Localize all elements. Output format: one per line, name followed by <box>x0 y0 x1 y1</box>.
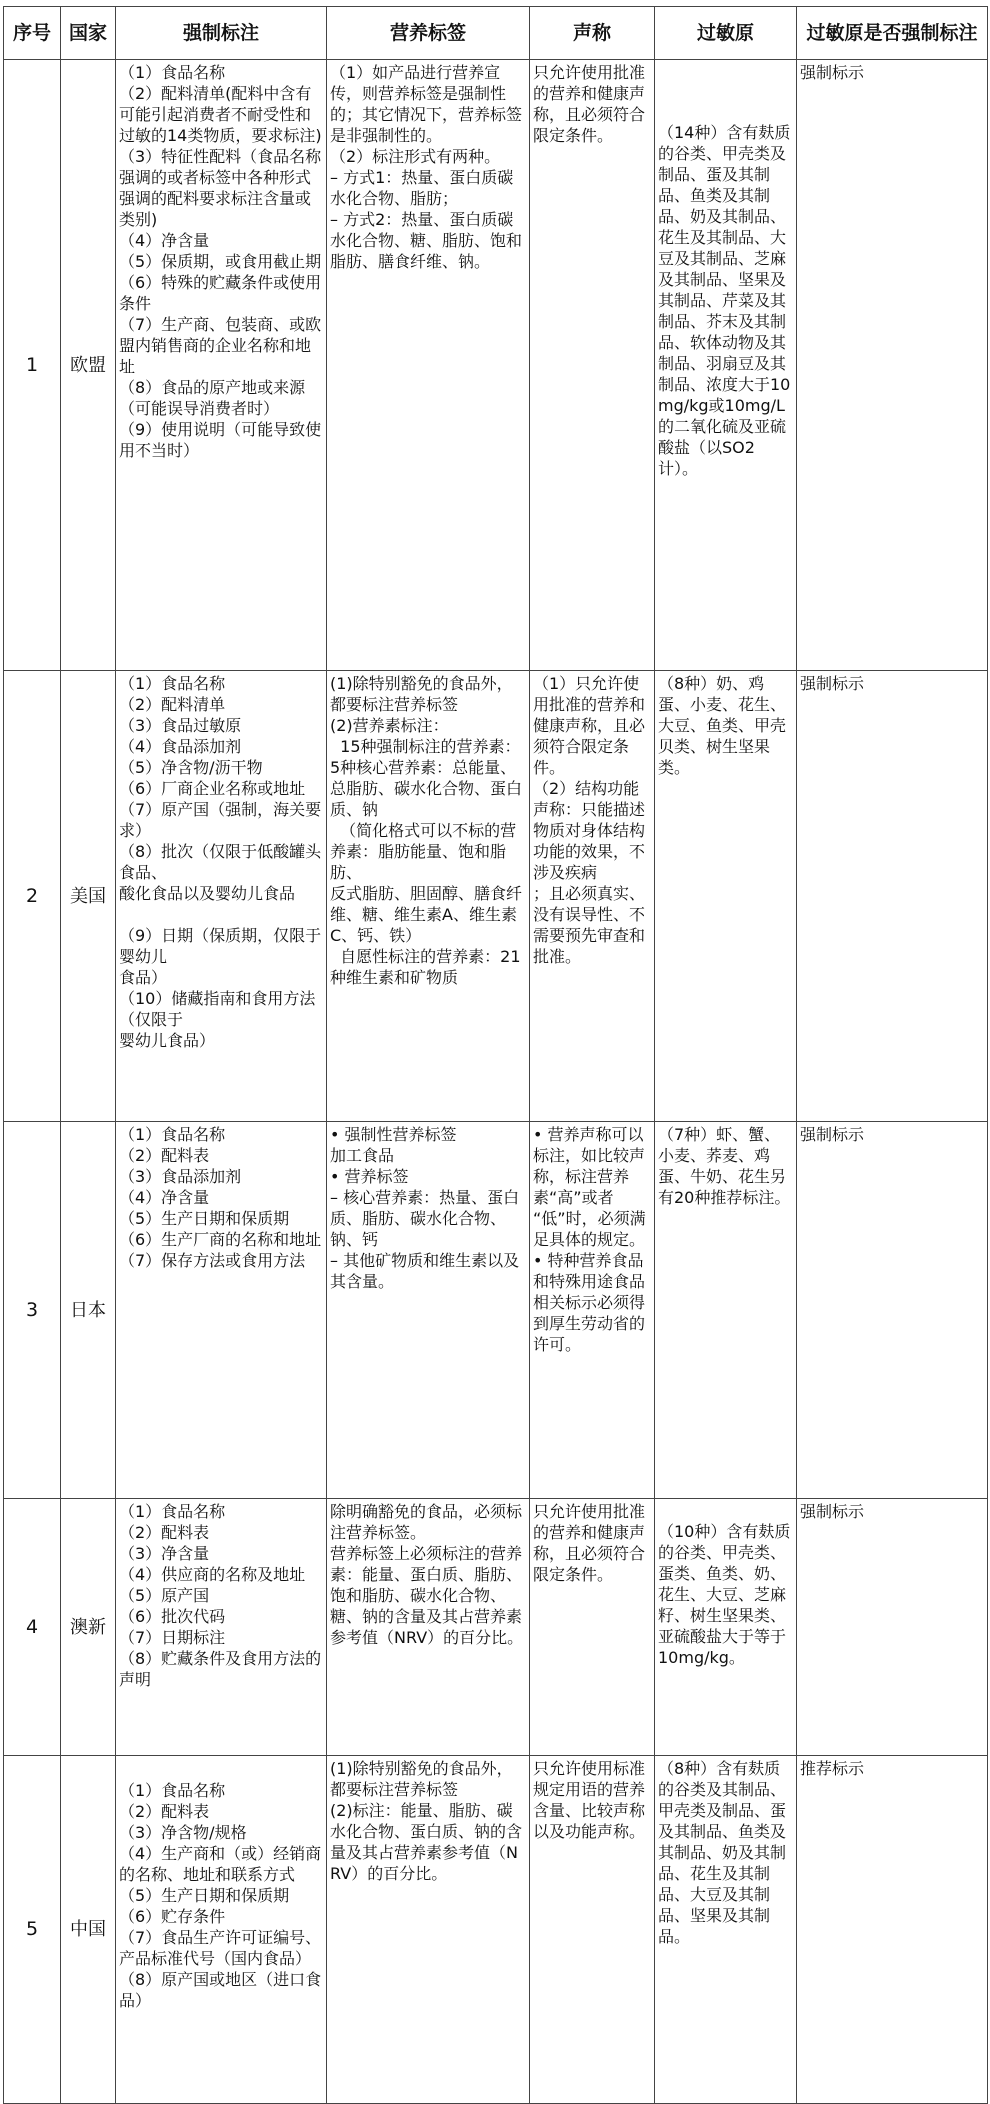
row-index: 5 <box>4 1756 61 2104</box>
header-mandatory: 强制标注 <box>116 7 327 60</box>
labeling-comparison-table <box>3 6 988 2104</box>
row-mandatory: （1）食品名称 （2）配料表 （3）净含量 （4）供应商的名称及地址 （5）原产国 （6）批次代码 （7）日期标注 （8）贮藏条件及食用方法的声明 <box>116 1499 327 1756</box>
row-nutrition: (1)除特别豁免的食品外，都要标注营养标签 (2)营养素标注： 15种强制标注的营养素： 5种核心营养素：总能量、总脂肪、碳水化合物、蛋白质、钠 （简化格式可以不标的营养素：脂肪能量、饱和脂肪、 反式脂肪、胆固醇、膳食纤维、糖、维生素A、维生素 C、钙、铁） 自愿性标注的营养素：21种维生素和矿物质 <box>327 671 530 1122</box>
table-row <box>4 60 988 671</box>
row-mandatory: （1）食品名称 （2）配料清单 （3）食品过敏原 （4）食品添加剂 （5）净含物/沥干物 （6）厂商企业名称或地址 （7）原产国（强制，海关要求） （8）批次（仅限于低酸罐头食品、 酸化食品以及婴幼儿食品 （9）日期（保质期，仅限于婴幼儿 食品） （10）储藏指南和食用方法（仅限于 婴幼儿食品） <box>116 671 327 1122</box>
header-country: 国家 <box>61 7 116 60</box>
header-index: 序号 <box>4 7 61 60</box>
row-index: 2 <box>4 671 61 1122</box>
row-nutrition: 除明确豁免的食品，必须标注营养标签。 营养标签上必须标注的营养素：能量、蛋白质、脂肪、饱和脂肪、碳水化合物、糖、钠的含量及其占营养素参考值（NRV）的百分比。 <box>327 1499 530 1756</box>
header-row <box>4 7 988 60</box>
row-mandatory: （1）食品名称 （2）配料表 （3）净含物/规格 （4）生产商和（或）经销商的名称、地址和联系方式 （5）生产日期和保质期 （6）贮存条件 （7）食品生产许可证编号、产品标准代号（国内食品） （8）原产国或地区（进口食品） <box>116 1756 327 2104</box>
header-allergens: 过敏原 <box>655 7 797 60</box>
row-allergen-mandatory: 强制标示 <box>797 671 988 1122</box>
header-claims: 声称 <box>530 7 655 60</box>
row-allergens: （8种）含有麸质的谷类及其制品、甲壳类及制品、蛋及其制品、鱼类及其制品、奶及其制品、花生及其制品、大豆及其制品、坚果及其制品。 <box>655 1756 797 2104</box>
row-mandatory: （1）食品名称 （2）配料表 （3）食品添加剂 （4）净含量 （5）生产日期和保质期 （6）生产厂商的名称和地址 （7）保存方法或食用方法 <box>116 1122 327 1499</box>
row-claims: 只允许使用批准的营养和健康声称，且必须符合限定条件。 <box>530 1499 655 1756</box>
table-row <box>4 1122 988 1499</box>
row-claims: • 营养声称可以标注，如比较声称，标注营养素“高”或者 “低”时，必须满足具体的规定。 • 特种营养食品和特殊用途食品 相关标示必须得到厚生劳动省的许可。 <box>530 1122 655 1499</box>
row-allergen-mandatory: 强制标示 <box>797 1122 988 1499</box>
row-allergen-mandatory: 强制标示 <box>797 60 988 671</box>
row-claims: 只允许使用标准规定用语的营养含量、比较声称以及功能声称。 <box>530 1756 655 2104</box>
table-row <box>4 671 988 1122</box>
row-index: 4 <box>4 1499 61 1756</box>
table-row <box>4 1499 988 1756</box>
row-allergens: （14种）含有麸质的谷类、甲壳类及制品、蛋及其制品、鱼类及其制品、奶及其制品、花生及其制品、大豆及其制品、芝麻及其制品、坚果及其制品、芹菜及其制品、芥末及其制品、软体动物及其制品、羽扇豆及其制品、浓度大于10mg/kg或10mg/L的二氧化硫及亚硫酸盐（以SO2计）。 <box>655 60 797 671</box>
row-country: 美国 <box>61 671 116 1122</box>
row-index: 3 <box>4 1122 61 1499</box>
row-mandatory: （1）食品名称 （2）配料清单(配料中含有可能引起消费者不耐受性和过敏的14类物质，要求标注) （3）特征性配料（食品名称强调的或者标签中各种形式强调的配料要求标注含量或类别) （4）净含量 （5）保质期，或食用截止期 （6）特殊的贮藏条件或使用条件 （7）生产商、包装商、或欧盟内销售商的企业名称和地址 （8）食品的原产地或来源（可能误导消费者时） （9）使用说明（可能导致使用不当时） <box>116 60 327 671</box>
row-claims: （1）只允许使用批准的营养和健康声称，且必须符合限定条件。 （2）结构功能声称：只能描述物质对身体结构功能的效果，不涉及疾病 ；且必须真实、没有误导性、不需要预先审查和批准。 <box>530 671 655 1122</box>
header-nutrition: 营养标签 <box>327 7 530 60</box>
row-allergens: （7种）虾、蟹、小麦、荞麦、鸡蛋、牛奶、花生另有20种推荐标注。 <box>655 1122 797 1499</box>
row-country: 欧盟 <box>61 60 116 671</box>
table-row <box>4 1756 988 2104</box>
row-nutrition: (1)除特别豁免的食品外，都要标注营养标签 (2)标注：能量、脂肪、碳水化合物、蛋白质、钠的含量及其占营养素参考值（NRV）的百分比。 <box>327 1756 530 2104</box>
row-allergen-mandatory: 强制标示 <box>797 1499 988 1756</box>
row-allergen-mandatory: 推荐标示 <box>797 1756 988 2104</box>
row-index: 1 <box>4 60 61 671</box>
row-claims: 只允许使用批准的营养和健康声称，且必须符合限定条件。 <box>530 60 655 671</box>
row-allergens: （10种）含有麸质的谷类、甲壳类、蛋类、鱼类、奶、花生、大豆、芝麻籽、树生坚果类、亚硫酸盐大于等于10mg/kg。 <box>655 1499 797 1756</box>
row-nutrition: • 强制性营养标签 加工食品 • 营养标签 – 核心营养素：热量、蛋白质、脂肪、碳水化合物、钠、钙 – 其他矿物质和维生素以及其含量。 <box>327 1122 530 1499</box>
row-country: 日本 <box>61 1122 116 1499</box>
row-country: 中国 <box>61 1756 116 2104</box>
row-nutrition: （1）如产品进行营养宣传，则营养标签是强制性的；其它情况下，营养标签是非强制性的。 （2）标注形式有两种。 – 方式1：热量、蛋白质碳水化合物、脂肪； – 方式2：热量、蛋白质碳水化合物、糖、脂肪、饱和 脂肪、膳食纤维、钠。 <box>327 60 530 671</box>
row-allergens: （8种）奶、鸡蛋、小麦、花生、大豆、鱼类、甲壳贝类、树生坚果类。 <box>655 671 797 1122</box>
row-country: 澳新 <box>61 1499 116 1756</box>
header-allergen-mandatory: 过敏原是否强制标注 <box>797 7 988 60</box>
